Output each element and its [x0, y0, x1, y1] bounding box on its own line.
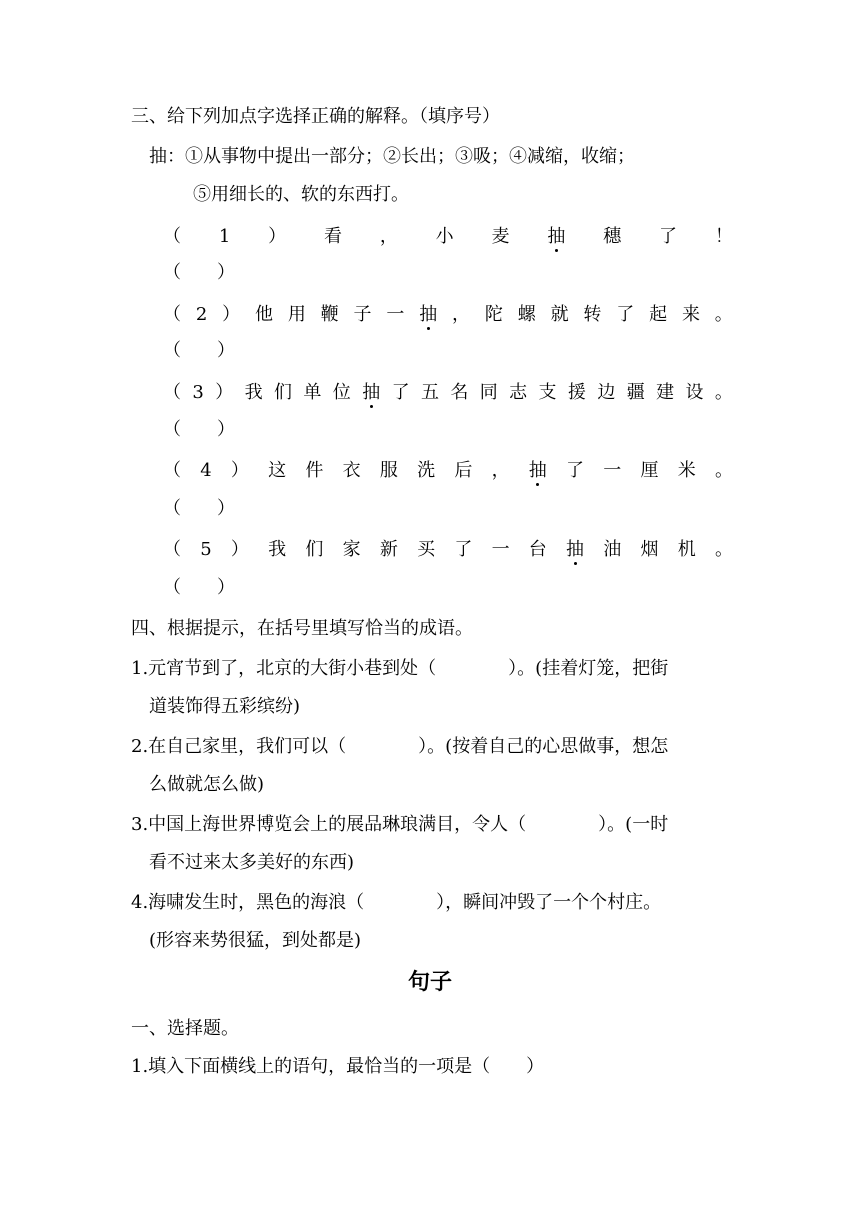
item-5-answer-blank: （ ） [163, 577, 235, 598]
item-1-sentence [163, 228, 733, 246]
idiom-question-1: 1.元宵节到了，北京的大街小巷到处（ ）。(挂着灯笼，把街 [131, 658, 669, 679]
item-4-sentence [163, 462, 733, 480]
sentence-character: 5 [200, 539, 212, 560]
section4-heading: 四、根据提示，在括号里填写恰当的成语。 [131, 618, 473, 639]
sentence-character: 名 [450, 382, 469, 403]
sentence-character: ） [215, 382, 234, 403]
sentence-character: （ [163, 382, 181, 403]
sentence-character: ！ [714, 226, 733, 247]
sentence-character: 我 [268, 539, 287, 560]
sentence-character: 新 [379, 539, 398, 560]
sentence-character: 米 [677, 460, 696, 481]
sentence-character: 厘 [640, 460, 659, 481]
sentence-character: 志 [509, 382, 528, 403]
sentence-character: 了 [616, 304, 635, 325]
sentence-character: 后 [454, 460, 473, 481]
sentence-character: ） [230, 539, 249, 560]
sentence-character: 服 [379, 460, 398, 481]
sentence-character: ） [222, 304, 241, 325]
sentence-character: 了 [454, 539, 473, 560]
sentence-character: 同 [479, 382, 498, 403]
sentence-character: （ [163, 460, 181, 481]
sentence-character: 子 [353, 304, 372, 325]
choice-question-1: 1.填入下面横线上的语句，最恰当的一项是（ ） [131, 1056, 545, 1077]
item-3-answer-blank: （ ） [163, 419, 235, 440]
sentence-character: ， [491, 460, 510, 481]
sentence-character: 支 [538, 382, 557, 403]
sentence-character: 件 [305, 460, 324, 481]
sentence-character: ， [379, 226, 398, 247]
sentence-character: 看 [323, 226, 342, 247]
item-3-sentence [163, 384, 733, 402]
sentence-character: ） [268, 226, 287, 247]
item-2-answer-blank: （ ） [163, 340, 235, 361]
sentence-character: 1 [218, 226, 231, 247]
item-2-sentence [163, 306, 733, 324]
sentence-character: 五 [420, 382, 439, 403]
definition-line-1: 抽：①从事物中提出一部分；②长出；③吸；④减缩，收缩； [149, 146, 635, 167]
sentence-character: 单 [303, 382, 322, 403]
sentence-character: 设 [685, 382, 704, 403]
sentence-character: 买 [417, 539, 436, 560]
section-title-sentences: 句子 [407, 970, 452, 995]
sentence-character: 们 [305, 539, 324, 560]
sentence-character: 我 [244, 382, 263, 403]
item-5-sentence [163, 541, 733, 559]
emphasized-character: 抽 [547, 226, 566, 247]
sentence-character: 2 [195, 304, 208, 325]
sentence-character: （ [163, 539, 181, 560]
sentence-character: 小 [435, 226, 454, 247]
choice-part-heading: 一、选择题。 [131, 1018, 239, 1039]
sentence-character: （ [163, 226, 181, 247]
definition-line-2: ⑤用细长的、软的东西打。 [193, 184, 409, 205]
sentence-character: 疆 [626, 382, 645, 403]
sentence-character: 。 [714, 539, 733, 560]
sentence-character: 一 [491, 539, 510, 560]
sentence-character: 位 [332, 382, 351, 403]
sentence-character: 这 [268, 460, 287, 481]
idiom-question-4-hint: (形容来势很猛，到处都是) [149, 930, 362, 951]
sentence-character: 起 [649, 304, 668, 325]
sentence-character: 们 [274, 382, 293, 403]
item-1-answer-blank: （ ） [163, 262, 235, 283]
sentence-character: 。 [714, 304, 733, 325]
emphasized-character: 抽 [419, 304, 438, 325]
sentence-character: 一 [386, 304, 405, 325]
sentence-character: 4 [200, 460, 212, 481]
sentence-character: 。 [714, 382, 733, 403]
sentence-character: 就 [550, 304, 569, 325]
item-4-answer-blank: （ ） [163, 498, 235, 519]
idiom-question-3: 3.中国上海世界博览会上的展品琳琅满目，令人（ ）。(一时 [131, 814, 669, 835]
sentence-character: 衣 [342, 460, 361, 481]
sentence-character: 建 [656, 382, 675, 403]
sentence-character: 螺 [517, 304, 536, 325]
sentence-character: ， [452, 304, 471, 325]
sentence-character: （ [163, 304, 181, 325]
sentence-character: 用 [287, 304, 306, 325]
sentence-character: 一 [603, 460, 622, 481]
sentence-character: 。 [714, 460, 733, 481]
sentence-character: 家 [342, 539, 361, 560]
sentence-character: 3 [192, 382, 204, 403]
emphasized-character: 抽 [362, 382, 381, 403]
idiom-question-4: 4.海啸发生时，黑色的海浪（ ），瞬间冲毁了一个个村庄。 [131, 892, 662, 913]
sentence-character: 陀 [484, 304, 503, 325]
section3-heading: 三、给下列加点字选择正确的解释。（填序号） [131, 106, 500, 127]
idiom-question-2-hint: 么做就怎么做) [149, 774, 265, 795]
idiom-question-3-hint: 看不过来太多美好的东西) [149, 852, 355, 873]
sentence-character: 转 [583, 304, 602, 325]
sentence-character: 穗 [603, 226, 622, 247]
sentence-character: 台 [528, 539, 547, 560]
sentence-character: 鞭 [320, 304, 339, 325]
sentence-character: 了 [391, 382, 410, 403]
sentence-character: 烟 [640, 539, 659, 560]
sentence-character: 边 [597, 382, 616, 403]
sentence-character: 麦 [491, 226, 510, 247]
sentence-character: 来 [681, 304, 700, 325]
sentence-character: 了 [566, 460, 585, 481]
idiom-question-1-hint: 道装饰得五彩缤纷) [149, 696, 301, 717]
sentence-character: ） [230, 460, 249, 481]
sentence-character: 机 [677, 539, 696, 560]
sentence-character: 他 [254, 304, 273, 325]
sentence-character: 援 [567, 382, 586, 403]
emphasized-character: 抽 [566, 539, 585, 560]
idiom-question-2: 2.在自己家里，我们可以（ ）。(按着自己的心思做事，想怎 [131, 736, 669, 757]
sentence-character: 洗 [417, 460, 436, 481]
sentence-character: 油 [603, 539, 622, 560]
emphasized-character: 抽 [528, 460, 547, 481]
sentence-character: 了 [659, 226, 678, 247]
